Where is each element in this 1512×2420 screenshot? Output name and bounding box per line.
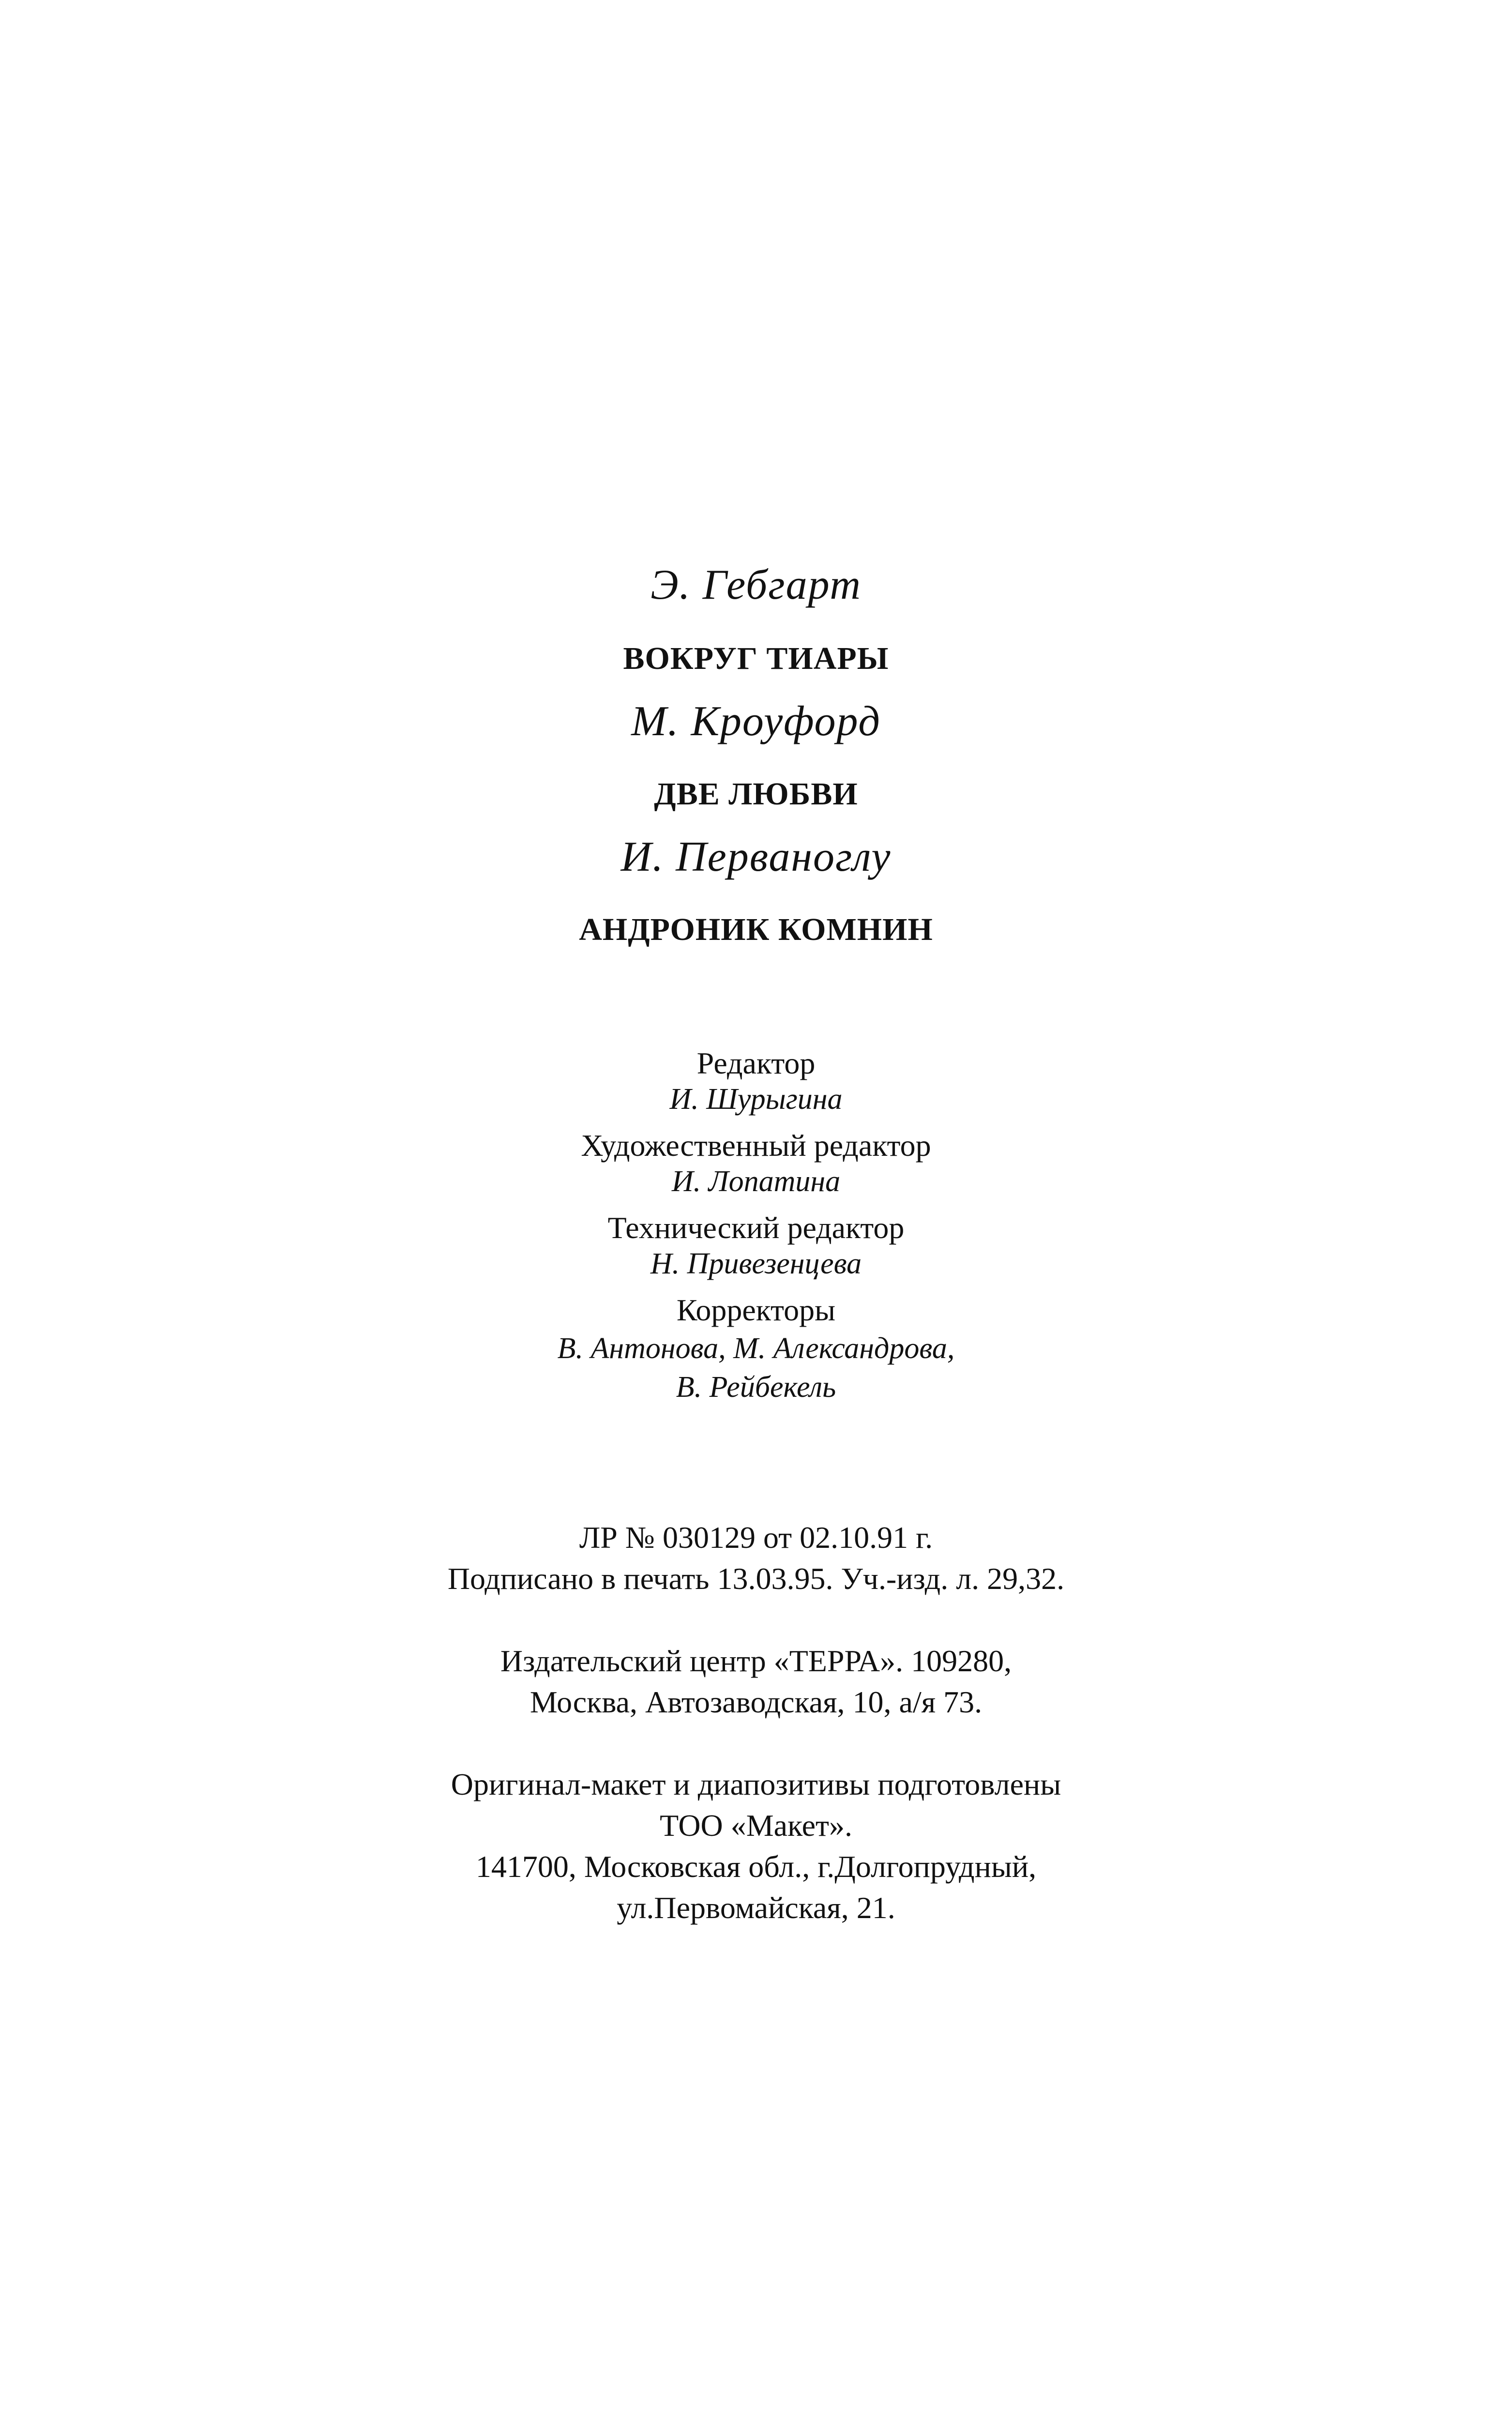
- author-1: Э. Гебгарт: [650, 561, 862, 608]
- credit-name-correctors-1: В. Антонова, М. Александрова,: [557, 1332, 955, 1365]
- signed-line: Подписано в печать 13.03.95. Уч.-изд. л. 29,32.: [447, 1561, 1065, 1596]
- layout-line-1: Оригинал-макет и диапозитивы подготовлены: [451, 1767, 1061, 1801]
- credit-name-editor: И. Шурыгина: [669, 1083, 843, 1116]
- credit-role-tech-editor: Технический редактор: [607, 1210, 905, 1245]
- title-1: ВОКРУГ ТИАРЫ: [623, 641, 889, 676]
- credit-name-art-editor: И. Лопатина: [671, 1165, 841, 1198]
- author-3: И. Перваноглу: [620, 833, 892, 880]
- credit-role-art-editor: Художественный редактор: [581, 1128, 931, 1163]
- credit-name-correctors-2: В. Рейбекель: [676, 1371, 836, 1404]
- layout-line-4: ул.Первомайская, 21.: [617, 1891, 895, 1925]
- credit-role-editor: Редактор: [696, 1046, 816, 1080]
- license-line: ЛР № 030129 от 02.10.91 г.: [579, 1520, 933, 1555]
- credit-role-correctors: Корректоры: [676, 1293, 836, 1327]
- publisher-line-2: Москва, Автозаводская, 10, а/я 73.: [529, 1685, 983, 1719]
- author-2: М. Кроуфорд: [631, 698, 881, 745]
- credit-name-tech-editor: Н. Привезенцева: [650, 1247, 862, 1280]
- layout-line-3: 141700, Московская обл., г.Долгопрудный,: [475, 1849, 1037, 1884]
- publisher-line-1: Издательский центр «ТЕРРА». 109280,: [500, 1644, 1012, 1678]
- title-2: ДВЕ ЛЮБВИ: [654, 776, 858, 812]
- title-3: АНДРОНИК КОМНИН: [579, 912, 933, 947]
- layout-line-2: ТОО «Макет».: [660, 1808, 852, 1843]
